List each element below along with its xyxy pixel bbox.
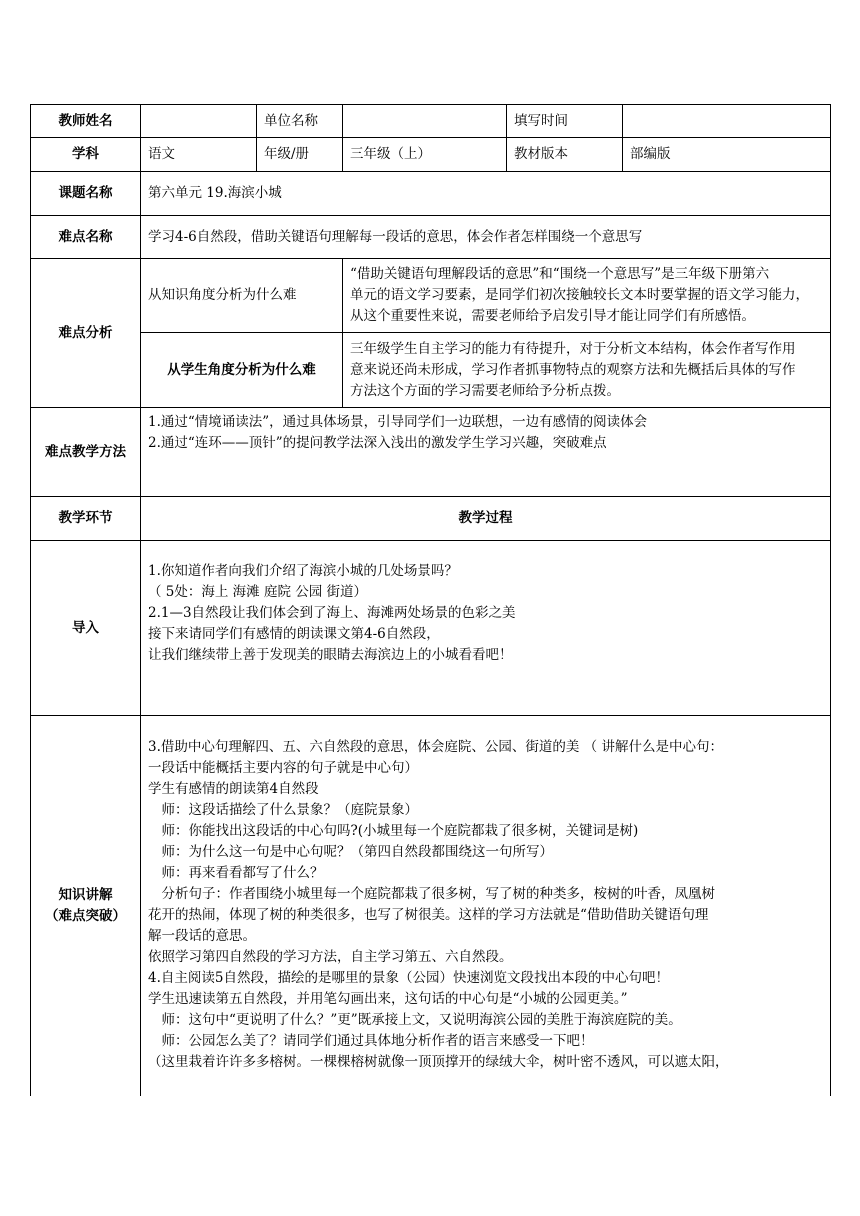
subject-label: 学科 — [31, 138, 141, 172]
intro-line: 接下来请同学们有感情的朗读课文第4-6自然段， — [148, 626, 440, 642]
row-topic — [31, 172, 831, 216]
knowledge-section-label — [31, 716, 141, 1096]
difficulty-label: 难点名称 — [31, 216, 141, 259]
knowledge-line: 师：公园怎么美了？请同学们通过具体地分析作者的语言来感受一下吧！ — [148, 1033, 594, 1049]
intro-line: （ 5处：海上 海滩 庭院 公园 街道） — [148, 584, 368, 600]
method-label: 难点教学方法 — [31, 408, 141, 497]
knowledge-angle-text — [343, 259, 831, 333]
intro-line: 让我们继续带上善于发现美的眼睛去海滨边上的小城看看吧！ — [148, 647, 513, 663]
row-analysis-knowledge — [31, 259, 831, 333]
knowledge-line: 学生迅速读第五自然段，并用笔勾画出来，这句话的中心句是“小城的公园更美。” — [148, 991, 628, 1007]
knowledge-line: 师：这段话描绘了什么景象？（庭院景象） — [148, 802, 418, 818]
edition-label: 教材版本 — [507, 138, 623, 172]
topic-value: 第六单元 19.海滨小城 — [141, 172, 831, 216]
knowledge-line: 师：你能找出这段话的中心句吗?(小城里每一个庭院都栽了很多树，关键词是树) — [148, 823, 639, 839]
knowledge-line: 3.借助中心句理解四、五、六自然段的意思，体会庭院、公园、街道的美 （ 讲解什么是中心句： — [148, 739, 723, 755]
grade-label: 年级/册 — [257, 138, 343, 172]
row-difficulty — [31, 216, 831, 259]
fill-date-value — [623, 105, 831, 138]
knowledge-line: 师：这句中“更说明了什么？”更”既承接上文，又说明海滨公园的美胜于海滨庭院的美。 — [148, 1012, 682, 1028]
unit-name-value — [343, 105, 507, 138]
stage-header: 教学环节 — [31, 497, 141, 541]
method-line: 1.通过“情境诵读法”，通过具体场景，引导同学们一边联想，一边有感情的阅读体会 — [148, 414, 648, 430]
knowledge-line: （这里栽着许许多多榕树。一棵棵榕树就像一顶顶撑开的绿绒大伞，树叶密不透风，可以遮太阳， — [148, 1054, 729, 1070]
knowledge-line: 师：为什么这一句是中心句呢？（第四自然段都围绕这一句所写） — [148, 844, 553, 860]
fill-date-label: 填写时间 — [507, 105, 623, 138]
knowledge-line: 4.自主阅读5自然段，描绘的是哪里的景象（公园）快速浏览文段找出本段的中心句吧！ — [148, 970, 669, 986]
intro-line: 1.你知道作者向我们介绍了海滨小城的几处场景吗？ — [148, 563, 458, 579]
method-line: 2.通过“连环——顶针”的提问教学法深入浅出的激发学生学习兴趣，突破难点 — [148, 435, 607, 451]
form-table — [30, 104, 831, 1096]
knowledge-line: 学生有感情的朗读第4自然段 — [148, 781, 319, 797]
row-header — [31, 497, 831, 541]
teacher-name-value — [141, 105, 257, 138]
row-teacher-info — [31, 105, 831, 138]
knowledge-label-line2: （难点突破） — [45, 907, 126, 924]
row-analysis-student — [31, 333, 831, 408]
knowledge-angle-line: 单元的语文学习要素，是同学们初次接触较长文本时要掌握的语文学习能力， — [350, 287, 809, 303]
subject-value: 语文 — [141, 138, 257, 172]
topic-label: 课题名称 — [31, 172, 141, 216]
knowledge-line: 依照学习第四自然段的学习方法，自主学习第五、六自然段。 — [148, 949, 513, 965]
grade-value: 三年级（上） — [343, 138, 507, 172]
knowledge-line: 一段话中能概括主要内容的句子就是中心句） — [148, 760, 418, 776]
process-header: 教学过程 — [141, 497, 831, 541]
row-subject-info — [31, 138, 831, 172]
difficulty-value: 学习4-6自然段，借助关键语句理解每一段话的意思，体会作者怎样围绕一个意思写 — [141, 216, 831, 259]
knowledge-angle-label: 从知识角度分析为什么难 — [141, 259, 343, 333]
student-angle-label: 从学生角度分析为什么难 — [141, 333, 343, 408]
edition-value: 部编版 — [623, 138, 831, 172]
teacher-name-label: 教师姓名 — [31, 105, 141, 138]
knowledge-line: 解一段话的意思。 — [148, 928, 256, 944]
method-text — [141, 408, 831, 497]
student-angle-line: 意来说还尚未形成，学习作者抓事物特点的观察方法和先概括后具体的写作 — [350, 361, 796, 378]
intro-text — [141, 541, 831, 716]
knowledge-line: 分析句子：作者围绕小城里每一个庭院都栽了很多树，写了树的种类多，桉树的叶香，凤凰树 — [148, 886, 715, 902]
knowledge-angle-line: 从这个重要性来说，需要老师给予启发引导才能让同学们有所感悟。 — [350, 308, 755, 324]
row-intro — [31, 541, 831, 716]
knowledge-label-line1: 知识讲解 — [58, 886, 113, 903]
student-angle-line: 三年级学生自主学习的能力有待提升，对于分析文本结构，体会作者写作用 — [350, 340, 796, 357]
student-angle-line: 方法这个方面的学习需要老师给予分析点拨。 — [350, 382, 620, 399]
row-method — [31, 408, 831, 497]
unit-name-label: 单位名称 — [257, 105, 343, 138]
lesson-design-form — [30, 104, 830, 1096]
student-angle-text — [343, 333, 831, 408]
row-knowledge — [31, 716, 831, 1096]
knowledge-angle-line: “借助关键语句理解段话的意思”和“围绕一个意思写”是三年级下册第六 — [350, 266, 770, 282]
knowledge-line: 花开的热闹，体现了树的种类很多，也写了树很美。这样的学习方法就是“借助借助关键语句理 — [148, 907, 709, 923]
knowledge-line: 师：再来看看都写了什么？ — [148, 865, 324, 881]
intro-line: 2.1—3自然段让我们体会到了海上、海滩两处场景的色彩之美 — [148, 605, 516, 621]
intro-label: 导入 — [31, 541, 141, 716]
analysis-label: 难点分析 — [31, 259, 141, 408]
knowledge-text — [141, 716, 831, 1096]
